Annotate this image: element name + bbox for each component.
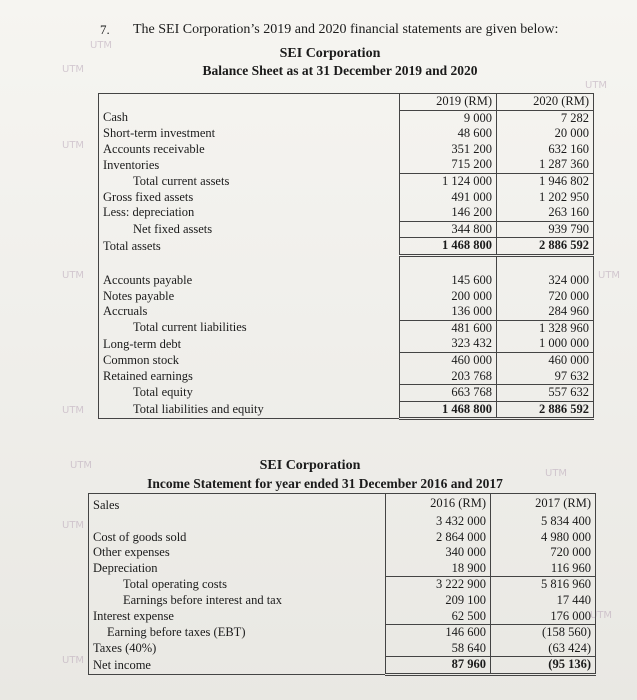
row-value: 176 000: [491, 609, 596, 625]
row-label: Inventories: [99, 157, 400, 173]
row-label: Common stock: [99, 352, 400, 368]
row-label: Net income: [89, 657, 386, 675]
watermark: UTM: [62, 270, 85, 281]
row-label: Sales: [89, 494, 386, 515]
watermark: UTM: [62, 520, 85, 531]
column-header-2017: 2017 (RM): [491, 494, 596, 515]
row-value: 146 600: [386, 625, 491, 641]
row-label: Short-term investment: [99, 126, 400, 142]
row-value: (95 136): [491, 657, 596, 675]
row-value: 344 800: [400, 221, 497, 238]
row-label: Less: depreciation: [99, 205, 400, 221]
row-label: Accounts receivable: [99, 142, 400, 158]
row-label: Retained earnings: [99, 369, 400, 385]
row-value: 284 960: [497, 304, 594, 320]
row-label: Earning before taxes (EBT): [89, 625, 386, 641]
table-row: [89, 657, 596, 675]
watermark: UTM: [62, 405, 85, 416]
row-value: 663 768: [400, 385, 497, 402]
table-row: [99, 238, 594, 256]
column-header-2020: 2020 (RM): [497, 94, 594, 111]
row-value: 9 000: [400, 110, 497, 126]
row-value: 351 200: [400, 142, 497, 158]
row-value: 5 816 960: [491, 577, 596, 593]
table-row: [89, 545, 596, 561]
row-value: 203 768: [400, 369, 497, 385]
table-row: [99, 369, 594, 385]
row-value: 1 468 800: [400, 401, 497, 419]
table-row: [99, 304, 594, 320]
row-value: 324 000: [497, 273, 594, 289]
table-row: [99, 205, 594, 221]
row-value: 2 886 592: [497, 401, 594, 419]
table-row: [99, 190, 594, 206]
row-value: 323 432: [400, 336, 497, 352]
watermark: UTM: [590, 610, 613, 621]
row-value: 97 632: [497, 369, 594, 385]
row-label: Gross fixed assets: [99, 190, 400, 206]
income-statement-company: SEI Corporation: [259, 458, 361, 473]
income-statement-table: [88, 493, 596, 676]
table-row: [99, 126, 594, 142]
balance-sheet-title: Balance Sheet as at 31 December 2019 and 2020: [202, 63, 478, 78]
row-value: 1 202 950: [497, 190, 594, 206]
row-value: 2 864 000: [386, 530, 491, 546]
row-value: 58 640: [386, 641, 491, 657]
row-label: Total current liabilities: [99, 320, 400, 336]
table-row: [89, 514, 596, 530]
table-row: [99, 142, 594, 158]
balance-sheet-company: SEI Corporation: [279, 46, 381, 61]
watermark: UTM: [62, 140, 85, 151]
watermark: UTM: [62, 64, 85, 75]
table-row: [99, 289, 594, 305]
row-label: Net fixed assets: [99, 221, 400, 238]
row-value: 1 328 960: [497, 320, 594, 336]
row-label: Total liabilities and equity: [99, 401, 400, 419]
row-value: 18 900: [386, 561, 491, 577]
row-value: 557 632: [497, 385, 594, 402]
table-row: [99, 385, 594, 402]
row-value: 491 000: [400, 190, 497, 206]
table-row: [99, 352, 594, 368]
watermark: UTM: [598, 270, 621, 281]
row-label: Cash: [99, 110, 400, 126]
row-value: 720 000: [497, 289, 594, 305]
row-value: 17 440: [491, 593, 596, 609]
row-value: 2 886 592: [497, 238, 594, 256]
row-value: 1 468 800: [400, 238, 497, 256]
row-label: Earnings before interest and tax: [89, 593, 386, 609]
watermark: UTM: [70, 460, 93, 471]
row-value: 939 790: [497, 221, 594, 238]
row-value: 481 600: [400, 320, 497, 336]
table-row: [99, 336, 594, 352]
watermark: UTM: [585, 80, 608, 91]
row-value: 1 287 360: [497, 157, 594, 173]
row-value: 48 600: [400, 126, 497, 142]
row-value: 263 160: [497, 205, 594, 221]
table-row: [89, 641, 596, 657]
row-value: 3 222 900: [386, 577, 491, 593]
balance-sheet-table: [98, 93, 594, 420]
table-row: [99, 320, 594, 336]
row-label: Other expenses: [89, 545, 386, 561]
table-row: [99, 173, 594, 189]
row-value: 1 946 802: [497, 173, 594, 189]
column-header-2019: 2019 (RM): [400, 94, 497, 111]
row-value: (63 424): [491, 641, 596, 657]
watermark: UTM: [545, 468, 568, 479]
row-value: 715 200: [400, 157, 497, 173]
watermark: UTM: [90, 40, 113, 51]
row-value: 146 200: [400, 205, 497, 221]
row-label: Accruals: [99, 304, 400, 320]
table-row: [89, 530, 596, 546]
row-value: 7 282: [497, 110, 594, 126]
row-label: Notes payable: [99, 289, 400, 305]
row-label: Total assets: [99, 238, 400, 256]
row-value: 4 980 000: [491, 530, 596, 546]
row-value: 460 000: [400, 352, 497, 368]
row-label: Total operating costs: [89, 577, 386, 593]
row-value: 62 500: [386, 609, 491, 625]
table-row: [89, 577, 596, 593]
row-label: Long-term debt: [99, 336, 400, 352]
row-value: 87 960: [386, 657, 491, 675]
table-row: [89, 561, 596, 577]
table-header-row: [99, 94, 594, 111]
row-label: Total current assets: [99, 173, 400, 189]
table-row: [99, 157, 594, 173]
row-value: 340 000: [386, 545, 491, 561]
row-value: 5 834 400: [491, 514, 596, 530]
table-row: [89, 609, 596, 625]
table-row: [89, 625, 596, 641]
row-label: Taxes (40%): [89, 641, 386, 657]
row-value: 145 600: [400, 273, 497, 289]
row-label: Interest expense: [89, 609, 386, 625]
row-value: 209 100: [386, 593, 491, 609]
row-value: 632 160: [497, 142, 594, 158]
row-value: 3 432 000: [386, 514, 491, 530]
question-text: The SEI Corporation’s 2019 and 2020 financial statements are given below:: [133, 22, 559, 37]
row-label: Accounts payable: [99, 273, 400, 289]
row-label: Total equity: [99, 385, 400, 402]
row-value: (158 560): [491, 625, 596, 641]
table-row: [89, 494, 596, 515]
row-value: 1 000 000: [497, 336, 594, 352]
row-label: Cost of goods sold: [89, 530, 386, 546]
row-value: 1 124 000: [400, 173, 497, 189]
table-row: [99, 273, 594, 289]
row-value: 20 000: [497, 126, 594, 142]
row-value: 720 000: [491, 545, 596, 561]
table-row: [89, 593, 596, 609]
watermark: UTM: [62, 655, 85, 666]
column-header-2016: 2016 (RM): [386, 494, 491, 515]
row-value: 136 000: [400, 304, 497, 320]
row-label: Depreciation: [89, 561, 386, 577]
row-value: 200 000: [400, 289, 497, 305]
table-row: [99, 221, 594, 238]
income-statement-title: Income Statement for year ended 31 December 2016 and 2017: [147, 476, 503, 491]
table-row: [99, 110, 594, 126]
table-row: [99, 401, 594, 419]
row-value: 460 000: [497, 352, 594, 368]
row-value: 116 960: [491, 561, 596, 577]
question-number: 7.: [100, 22, 110, 37]
